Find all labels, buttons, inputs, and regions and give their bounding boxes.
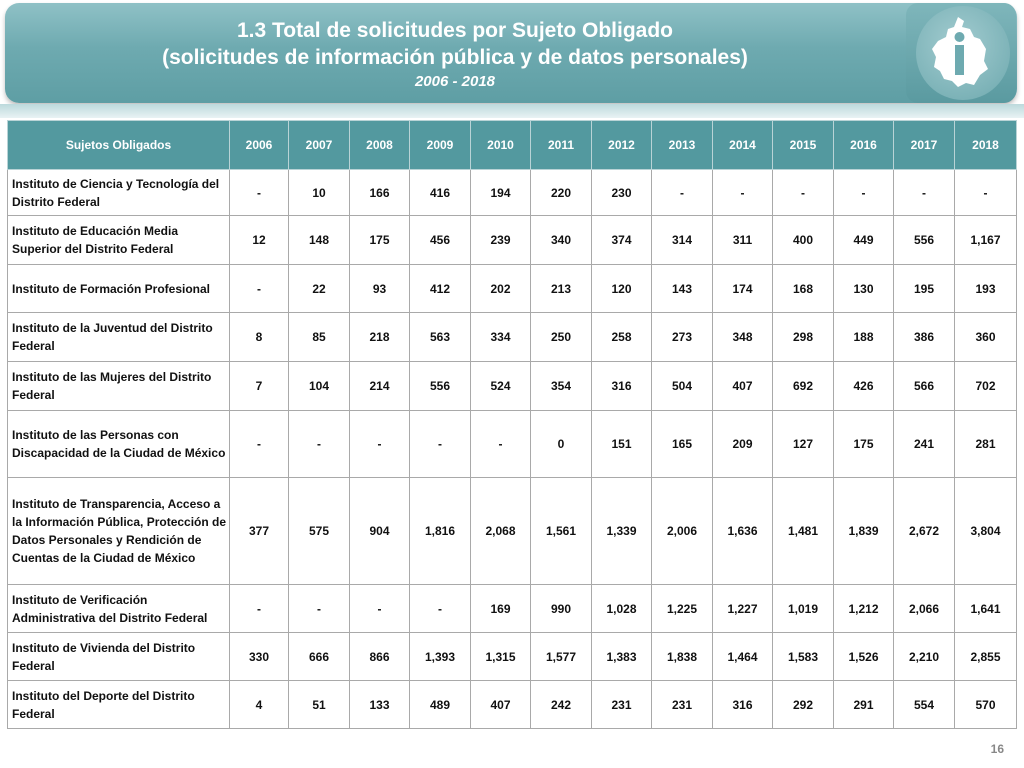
value-cell: 904: [350, 478, 410, 585]
column-header-year: 2018: [955, 121, 1017, 170]
value-cell: 195: [894, 265, 955, 313]
value-cell: 175: [350, 216, 410, 265]
value-cell: 165: [652, 411, 713, 478]
value-cell: -: [955, 170, 1017, 216]
value-cell: 426: [834, 362, 894, 411]
value-cell: 314: [652, 216, 713, 265]
page-subtitle: (solicitudes de información pública y de datos personales): [162, 46, 748, 69]
value-cell: 360: [955, 313, 1017, 362]
value-cell: -: [350, 411, 410, 478]
page-title: 1.3 Total de solicitudes por Sujeto Obligado: [237, 19, 673, 42]
value-cell: 400: [773, 216, 834, 265]
table-header-row: [8, 121, 1017, 170]
column-header-year: 2007: [289, 121, 350, 170]
table-row: [8, 216, 1017, 265]
value-cell: 1,561: [531, 478, 592, 585]
value-cell: 377: [230, 478, 289, 585]
value-cell: 575: [289, 478, 350, 585]
table-row: [8, 633, 1017, 681]
column-header-year: 2016: [834, 121, 894, 170]
value-cell: -: [713, 170, 773, 216]
column-header-year: 2010: [471, 121, 531, 170]
value-cell: 0: [531, 411, 592, 478]
value-cell: 1,225: [652, 585, 713, 633]
value-cell: 866: [350, 633, 410, 681]
table-row: [8, 681, 1017, 729]
value-cell: 292: [773, 681, 834, 729]
value-cell: 1,167: [955, 216, 1017, 265]
column-header-year: 2009: [410, 121, 471, 170]
value-cell: 230: [592, 170, 652, 216]
value-cell: 1,839: [834, 478, 894, 585]
value-cell: -: [230, 585, 289, 633]
entity-name-cell: Instituto de Ciencia y Tecnología del Distrito Federal: [8, 170, 230, 216]
table-row: [8, 170, 1017, 216]
value-cell: -: [289, 411, 350, 478]
entity-name-cell: Instituto de Verificación Administrativa del Distrito Federal: [8, 585, 230, 633]
value-cell: 990: [531, 585, 592, 633]
requests-table: [7, 120, 1017, 729]
logo: [906, 3, 1016, 103]
page-number: 16: [990, 742, 1004, 756]
value-cell: -: [410, 411, 471, 478]
value-cell: 143: [652, 265, 713, 313]
value-cell: 1,227: [713, 585, 773, 633]
value-cell: 456: [410, 216, 471, 265]
value-cell: 563: [410, 313, 471, 362]
column-header-year: 2006: [230, 121, 289, 170]
value-cell: 231: [652, 681, 713, 729]
value-cell: 1,636: [713, 478, 773, 585]
value-cell: 231: [592, 681, 652, 729]
value-cell: 169: [471, 585, 531, 633]
value-cell: 104: [289, 362, 350, 411]
value-cell: 2,068: [471, 478, 531, 585]
value-cell: 1,339: [592, 478, 652, 585]
value-cell: -: [894, 170, 955, 216]
value-cell: 692: [773, 362, 834, 411]
column-header-entity: Sujetos Obligados: [8, 121, 230, 170]
value-cell: 316: [592, 362, 652, 411]
value-cell: 218: [350, 313, 410, 362]
value-cell: 168: [773, 265, 834, 313]
value-cell: 298: [773, 313, 834, 362]
value-cell: 1,393: [410, 633, 471, 681]
value-cell: 8: [230, 313, 289, 362]
entity-name-cell: Instituto de las Mujeres del Distrito Federal: [8, 362, 230, 411]
value-cell: 291: [834, 681, 894, 729]
value-cell: 340: [531, 216, 592, 265]
value-cell: 1,315: [471, 633, 531, 681]
value-cell: 330: [230, 633, 289, 681]
value-cell: -: [652, 170, 713, 216]
value-cell: -: [773, 170, 834, 216]
value-cell: 1,464: [713, 633, 773, 681]
value-cell: 148: [289, 216, 350, 265]
value-cell: 311: [713, 216, 773, 265]
value-cell: 174: [713, 265, 773, 313]
cdmx-map-logo-icon: [928, 15, 992, 89]
value-cell: 416: [410, 170, 471, 216]
value-cell: 1,583: [773, 633, 834, 681]
value-cell: 554: [894, 681, 955, 729]
decorative-stripe: [0, 104, 1024, 118]
value-cell: 7: [230, 362, 289, 411]
column-header-year: 2012: [592, 121, 652, 170]
value-cell: 273: [652, 313, 713, 362]
value-cell: 22: [289, 265, 350, 313]
value-cell: 3,804: [955, 478, 1017, 585]
entity-name-cell: Instituto de Transparencia, Acceso a la Información Pública, Protección de Datos Personales y Rendición de Cuentas de la Ciudad de México: [8, 478, 230, 585]
value-cell: -: [350, 585, 410, 633]
value-cell: 1,383: [592, 633, 652, 681]
value-cell: 1,641: [955, 585, 1017, 633]
value-cell: 374: [592, 216, 652, 265]
value-cell: 202: [471, 265, 531, 313]
period-label: 2006 - 2018: [414, 73, 496, 90]
value-cell: -: [410, 585, 471, 633]
value-cell: 489: [410, 681, 471, 729]
value-cell: 151: [592, 411, 652, 478]
value-cell: 570: [955, 681, 1017, 729]
value-cell: 10: [289, 170, 350, 216]
entity-name-cell: Instituto de Formación Profesional: [8, 265, 230, 313]
value-cell: 1,577: [531, 633, 592, 681]
title-banner: [5, 3, 1017, 103]
value-cell: 666: [289, 633, 350, 681]
value-cell: 214: [350, 362, 410, 411]
value-cell: -: [471, 411, 531, 478]
value-cell: 1,212: [834, 585, 894, 633]
value-cell: 120: [592, 265, 652, 313]
entity-name-cell: Instituto del Deporte del Distrito Federal: [8, 681, 230, 729]
value-cell: 213: [531, 265, 592, 313]
value-cell: 2,210: [894, 633, 955, 681]
column-header-year: 2011: [531, 121, 592, 170]
value-cell: 1,028: [592, 585, 652, 633]
value-cell: 220: [531, 170, 592, 216]
value-cell: 130: [834, 265, 894, 313]
value-cell: 449: [834, 216, 894, 265]
column-header-year: 2014: [713, 121, 773, 170]
entity-name-cell: Instituto de Vivienda del Distrito Federal: [8, 633, 230, 681]
value-cell: 258: [592, 313, 652, 362]
value-cell: 316: [713, 681, 773, 729]
value-cell: 2,855: [955, 633, 1017, 681]
table-row: [8, 478, 1017, 585]
value-cell: 241: [894, 411, 955, 478]
table-row: [8, 411, 1017, 478]
value-cell: 209: [713, 411, 773, 478]
value-cell: 127: [773, 411, 834, 478]
value-cell: 93: [350, 265, 410, 313]
value-cell: 250: [531, 313, 592, 362]
value-cell: 281: [955, 411, 1017, 478]
column-header-year: 2013: [652, 121, 713, 170]
value-cell: 407: [713, 362, 773, 411]
value-cell: 1,019: [773, 585, 834, 633]
value-cell: 175: [834, 411, 894, 478]
value-cell: -: [230, 411, 289, 478]
value-cell: -: [834, 170, 894, 216]
entity-name-cell: Instituto de la Juventud del Distrito Federal: [8, 313, 230, 362]
value-cell: 1,816: [410, 478, 471, 585]
value-cell: 188: [834, 313, 894, 362]
value-cell: -: [230, 170, 289, 216]
column-header-year: 2015: [773, 121, 834, 170]
table-row: [8, 265, 1017, 313]
value-cell: -: [289, 585, 350, 633]
table-row: [8, 585, 1017, 633]
value-cell: 702: [955, 362, 1017, 411]
value-cell: 193: [955, 265, 1017, 313]
value-cell: -: [230, 265, 289, 313]
column-header-year: 2017: [894, 121, 955, 170]
value-cell: 524: [471, 362, 531, 411]
value-cell: 2,006: [652, 478, 713, 585]
value-cell: 133: [350, 681, 410, 729]
value-cell: 386: [894, 313, 955, 362]
title-block: [5, 3, 905, 92]
value-cell: 348: [713, 313, 773, 362]
column-header-year: 2008: [350, 121, 410, 170]
value-cell: 354: [531, 362, 592, 411]
value-cell: 2,066: [894, 585, 955, 633]
value-cell: 194: [471, 170, 531, 216]
value-cell: 2,672: [894, 478, 955, 585]
entity-name-cell: Instituto de Educación Media Superior del Distrito Federal: [8, 216, 230, 265]
value-cell: 412: [410, 265, 471, 313]
value-cell: 1,526: [834, 633, 894, 681]
value-cell: 166: [350, 170, 410, 216]
value-cell: 242: [531, 681, 592, 729]
value-cell: 12: [230, 216, 289, 265]
value-cell: 556: [894, 216, 955, 265]
table-row: [8, 362, 1017, 411]
value-cell: 85: [289, 313, 350, 362]
value-cell: 51: [289, 681, 350, 729]
value-cell: 4: [230, 681, 289, 729]
value-cell: 1,481: [773, 478, 834, 585]
value-cell: 407: [471, 681, 531, 729]
value-cell: 1,838: [652, 633, 713, 681]
value-cell: 556: [410, 362, 471, 411]
entity-name-cell: Instituto de las Personas con Discapacidad de la Ciudad de México: [8, 411, 230, 478]
table-row: [8, 313, 1017, 362]
value-cell: 334: [471, 313, 531, 362]
value-cell: 566: [894, 362, 955, 411]
value-cell: 239: [471, 216, 531, 265]
value-cell: 504: [652, 362, 713, 411]
